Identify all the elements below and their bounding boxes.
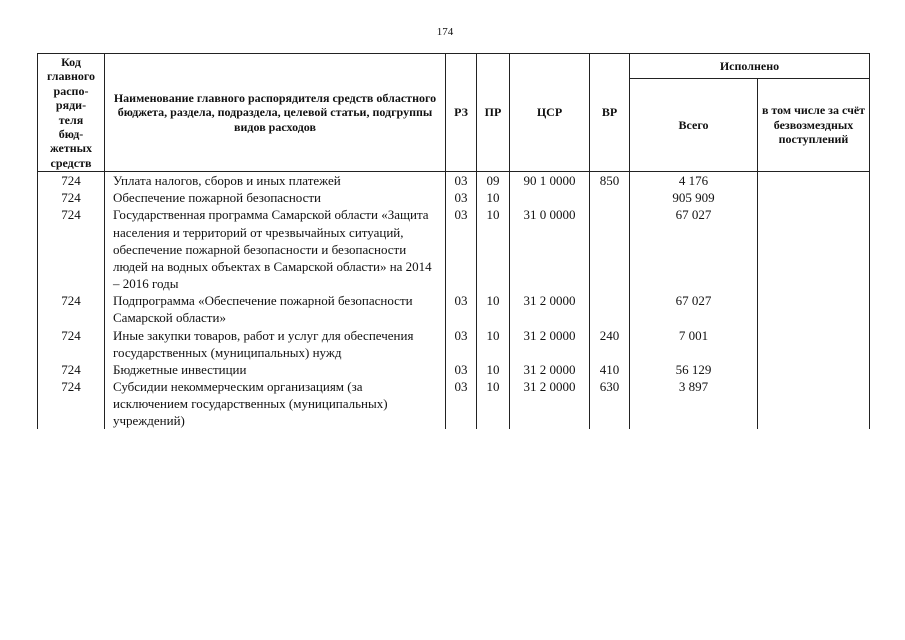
cell-pr: 10 — [477, 378, 510, 429]
cell-vr: 630 — [590, 378, 630, 429]
cell-total: 905 909 — [630, 189, 758, 206]
cell-csr: 31 2 0000 — [510, 327, 590, 361]
table-row — [38, 189, 870, 206]
cell-rz: 03 — [446, 189, 477, 206]
header-vr: ВР — [590, 54, 630, 172]
cell-code: 724 — [38, 378, 105, 429]
cell-csr: 31 2 0000 — [510, 361, 590, 378]
cell-name: Уплата налогов, сборов и иных платежей — [105, 172, 446, 190]
cell-name: Бюджетные инвестиции — [105, 361, 446, 378]
cell-csr: 31 2 0000 — [510, 292, 590, 326]
cell-total: 67 027 — [630, 206, 758, 292]
cell-vr — [590, 206, 630, 292]
cell-code: 724 — [38, 172, 105, 190]
cell-total: 4 176 — [630, 172, 758, 190]
cell-code: 724 — [38, 292, 105, 326]
cell-free-receipts — [758, 327, 870, 361]
table-body — [38, 172, 870, 430]
cell-free-receipts — [758, 361, 870, 378]
budget-execution-table — [37, 53, 870, 429]
header-rz: РЗ — [446, 54, 477, 172]
cell-code: 724 — [38, 206, 105, 292]
cell-rz: 03 — [446, 292, 477, 326]
cell-pr: 09 — [477, 172, 510, 190]
header-code: Код главного распо- ряди- теля бюд- жетных средств — [38, 54, 105, 172]
cell-pr: 10 — [477, 361, 510, 378]
cell-name: Иные закупки товаров, работ и услуг для обеспечения государственных (муниципальных) нужд — [105, 327, 446, 361]
cell-rz: 03 — [446, 327, 477, 361]
table-row — [38, 292, 870, 326]
cell-rz: 03 — [446, 378, 477, 429]
header-executed: Исполнено — [630, 54, 870, 79]
header-total: Всего — [630, 79, 758, 172]
cell-rz: 03 — [446, 361, 477, 378]
cell-pr: 10 — [477, 292, 510, 326]
cell-csr: 31 2 0000 — [510, 378, 590, 429]
cell-total: 3 897 — [630, 378, 758, 429]
cell-csr: 90 1 0000 — [510, 172, 590, 190]
cell-rz: 03 — [446, 172, 477, 190]
cell-rz: 03 — [446, 206, 477, 292]
cell-pr: 10 — [477, 327, 510, 361]
cell-total: 67 027 — [630, 292, 758, 326]
cell-code: 724 — [38, 361, 105, 378]
cell-code: 724 — [38, 327, 105, 361]
cell-free-receipts — [758, 172, 870, 190]
header-csr: ЦСР — [510, 54, 590, 172]
cell-total: 56 129 — [630, 361, 758, 378]
cell-name: Обеспечение пожарной безопасности — [105, 189, 446, 206]
header-name: Наименование главного распорядителя средств областного бюджета, раздела, подраздела, целевой статьи, подгруппы видов расходов — [105, 54, 446, 172]
cell-free-receipts — [758, 378, 870, 429]
header-pr: ПР — [477, 54, 510, 172]
cell-pr: 10 — [477, 206, 510, 292]
table-row — [38, 361, 870, 378]
table-row — [38, 172, 870, 190]
cell-vr — [590, 189, 630, 206]
cell-csr: 31 0 0000 — [510, 206, 590, 292]
cell-code: 724 — [38, 189, 105, 206]
table-row — [38, 206, 870, 292]
cell-free-receipts — [758, 189, 870, 206]
cell-total: 7 001 — [630, 327, 758, 361]
cell-name: Государственная программа Самарской области «Защита населения и территорий от чрезвычайных ситуаций, обеспечение пожарной безопасности и безопасности людей на водных объектах в Самарской области» на 2014 – 2016 годы — [105, 206, 446, 292]
table-row — [38, 378, 870, 429]
cell-vr: 410 — [590, 361, 630, 378]
cell-free-receipts — [758, 292, 870, 326]
cell-csr — [510, 189, 590, 206]
cell-vr: 240 — [590, 327, 630, 361]
header-free-receipts: в том числе за счёт безвозмездных поступлений — [758, 79, 870, 172]
cell-name: Субсидии некоммерческим организациям (за исключением государственных (муниципальных) учреждений) — [105, 378, 446, 429]
table-header — [38, 54, 870, 172]
page-number: 174 — [436, 26, 454, 38]
table-row — [38, 327, 870, 361]
cell-vr — [590, 292, 630, 326]
cell-vr: 850 — [590, 172, 630, 190]
cell-name: Подпрограмма «Обеспечение пожарной безопасности Самарской области» — [105, 292, 446, 326]
cell-free-receipts — [758, 206, 870, 292]
cell-pr: 10 — [477, 189, 510, 206]
